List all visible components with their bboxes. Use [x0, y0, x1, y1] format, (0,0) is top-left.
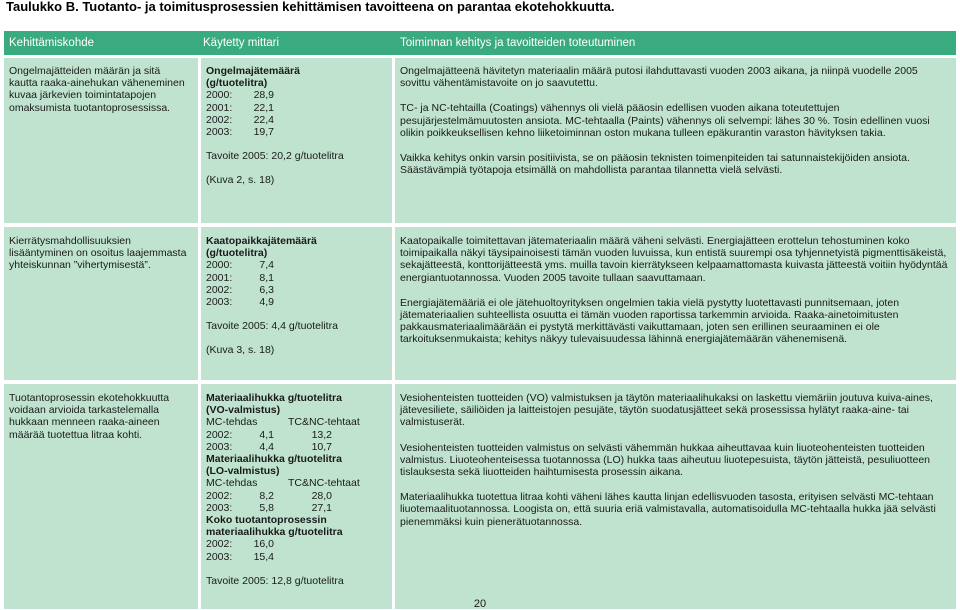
year-value: 2000: 28,9 [206, 89, 274, 102]
row3-metric: Materiaalihukka g/tuotelitra (VO-valmistus) MC-tehdas TC&NC-tehtaat 2002: 4,1 13,2 2003: 4,4 10,7 Materiaalihukka g/tuotelitra (LO-valmistus) MC-tehdas TC&NC-tehtaat 2002: 8,2 28,0 2003: 5,8 27,1 Koko tuotantoprosessin materiaalihukka g/tuotelitra 2002: 16,0 2003: 15,4 Tavoite 2005: 12,8 g/tuotelitra [198, 384, 392, 609]
year-value: 2003: 5,8 27,1 [206, 501, 332, 514]
row2-target: Kierrätysmahdollisuuksien lisääntyminen on osoitus laajemmasta yhteiskunnan ”vihertymisestä”. [9, 235, 187, 272]
header-progress: Toiminnan kehitys ja tavoitteiden toteutuminen [400, 37, 636, 49]
year-value: 2000: 7,4 [206, 259, 274, 272]
table-header [4, 31, 956, 55]
year-value: 2002: 6,3 [206, 283, 274, 296]
year-value: 2003: 4,9 [206, 296, 274, 309]
table-title: Taulukko B. Tuotanto- ja toimitusprosessien kehittämisen tavoitteena on parantaa ekotehokkuutta. [6, 0, 615, 14]
year-value: 2002: 16,0 [206, 538, 274, 551]
goal-text: Tavoite 2005: 20,2 g/tuotelitra [206, 150, 344, 163]
row2-progress: Kaatopaikalle toimitettavan jätemateriaalin määrä väheni selvästi. Energiajätteen erottelun tehostuminen koko toimipaikalla näkyi täysipainoisesti tämän vuoden luvuissa, kun entistä suurempi osa tyhjennetyistä pigmenttisäkeistä, sekajätteestä, konttorijätteestä yms. muilla tavoin kierrätykseen kelpaamattomasta kuivasta jätteestä voitiin hyödyntää energiantuotannossa. Vuoden 2005 tavoite tullaan saavuttamaan. Energiajätemääriä ei ole jätehuoltoyrityksen ongelmien takia vielä pystytty luotettavasti punnitsemaan, joten jätemateriaalien suhteellista osuutta ei tämän vuoden raportissa tarkemmin arvioida. Raaka-ainetoimitusten pakkausmateriaalimäärään ei pystytä merkittävästi vaikuttamaan, joten sen erillinen seuraaminen ei ole tarkoituksenmukaista; kehitys näkyy tulevaisuudessa lähinnä energiajätemäärän vähenemisenä. [392, 227, 956, 380]
year-value: 2001: 22,1 [206, 101, 274, 114]
year-value: 2003: 15,4 [206, 550, 274, 563]
header-target: Kehittämiskohde [9, 37, 95, 49]
year-value: 2003: 19,7 [206, 126, 274, 139]
table-row [4, 58, 956, 223]
row2-metric: Kaatopaikkajätemäärä (g/tuotelitra) 2000: 7,4 2001: 8,1 2002: 6,3 2003: 4,9 Tavoite 2005: 4,4 g/tuotelitra (Kuva 3, s. 18) [198, 227, 392, 380]
page-number: 20 [473, 598, 487, 610]
figure-ref: (Kuva 3, s. 18) [206, 344, 275, 357]
row1-metric: Ongelmajätemäärä (g/tuotelitra) 2000: 28,9 2001: 22,1 2002: 22,4 2003: 19,7 Tavoite 2005: 20,2 g/tuotelitra (Kuva 2, s. 18) [198, 58, 392, 223]
year-value: 2002: 22,4 [206, 113, 274, 126]
header-metric: Käytetty mittari [203, 37, 280, 49]
table-row [4, 384, 956, 609]
data-table [4, 31, 956, 609]
row1-progress: Ongelmajätteenä hävitetyn materiaalin määrä putosi ilahduttavasti vuoden 2003 aikana, ja niinpä vuodelle 2005 sovittu vähentämistavoite on jo saavutettu. TC- ja NC-tehtailla (Coatings) vähennys oli vielä pääosin edellisen vuoden aikana toteutettujen pesujärjestelmämuutosten ansiota. MC-tehtaalla (Paints) vähennys oli selvempi: lähes 30 %. Tosin edellinen vuosi olikin poikkeuksellisen kehno liiketoiminnan oston mukana tulleen epäkurantin varaston hävityksen takia. Vaikka kehitys onkin varsin positiivista, se on pääosin teknisten toimenpiteiden tai satunnaistekijöiden ansiota. Säästävämpiä työtapoja etsimällä on mahdollista parantaa tilannetta vielä selvästi. [392, 58, 956, 223]
goal-text: Tavoite 2005: 12,8 g/tuotelitra [206, 574, 344, 587]
row3-progress: Vesiohenteisten tuotteiden (VO) valmistuksen ja täytön materiaalihukaksi on laskettu viemäriin joutuva kuiva-aines, jätevesiliete, säiliöiden ja laitteistojen pesujäte, täytön suodatusjätteet sekä prosessissa hylätyt raaka-aine- tai valmistuserät. Vesiohenteisten tuotteiden valmistus on selvästi vähemmän hukkaa aiheuttavaa kuin liuoteohenteisten tuotteiden valmistus. Liuoteohenteisessa tuotannossa (LO) hukka taas aiheutuu liuotepesuista, täytön jätteistä, pesuliuotteen tislauksesta sekä liuotteiden haihtumisesta prosessin aikana. Materiaalihukka tuotettua litraa kohti väheni lähes kautta linjan edellisvuoden tasosta, erityisen selvästi MC-tehtaan liuotemaalituotannossa. Loogista on, että suuria eriä valmistavalla, automatisoidulla MC-tehtaalla hukka jää selvästi pienemmäksi kuin pienerätuotannossa. [392, 384, 956, 609]
row3-target: Tuotantoprosessin ekotehokkuutta voidaan arvioida tarkastelemalla hukkaan menneen raaka-aineen määrää tuotettua litraa kohti. [9, 392, 170, 441]
goal-text: Tavoite 2005: 4,4 g/tuotelitra [206, 320, 338, 333]
year-value: 2002: 8,2 28,0 [206, 489, 332, 502]
year-value: 2002: 4,1 13,2 [206, 428, 332, 441]
row1-target: Ongelmajätteiden määrän ja sitä kautta raaka-ainehukan väheneminen kuvaa järkevien toimintatapojen omaksumista tuotantoprosessissa. [9, 65, 185, 114]
year-value: 2003: 4,4 10,7 [206, 440, 332, 453]
year-value: 2001: 8,1 [206, 271, 274, 284]
table-row [4, 227, 956, 380]
figure-ref: (Kuva 2, s. 18) [206, 174, 275, 187]
